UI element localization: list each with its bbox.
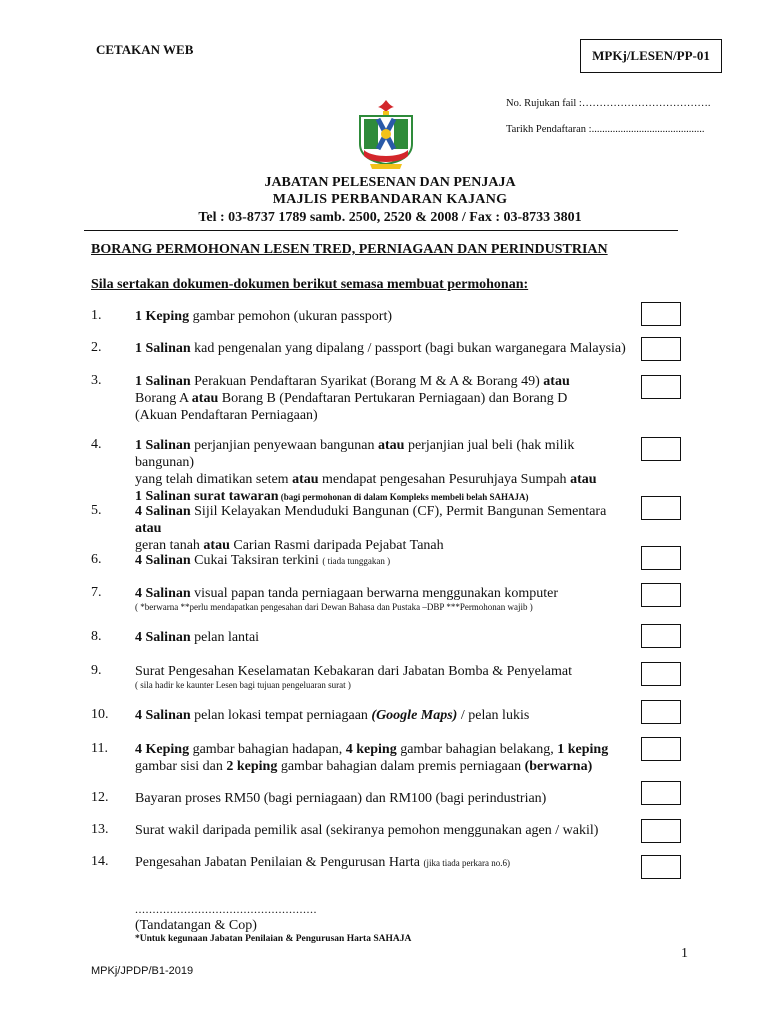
checkbox-item-12[interactable]	[641, 781, 681, 805]
checkbox-item-3[interactable]	[641, 375, 681, 399]
checkbox-item-7[interactable]	[641, 583, 681, 607]
checkbox-item-13[interactable]	[641, 819, 681, 843]
checkbox-item-5[interactable]	[641, 496, 681, 520]
checkbox-item-6[interactable]	[641, 546, 681, 570]
checkbox-item-1[interactable]	[641, 302, 681, 326]
agency-name: JABATAN PELESENAN DAN PENJAJA	[264, 175, 516, 190]
page-number: 1	[681, 946, 688, 961]
reference-file-label: No. Rujukan fail :……………………………….	[506, 98, 711, 109]
signature-label: (Tandatangan & Cop)	[135, 918, 257, 933]
checkbox-item-14[interactable]	[641, 855, 681, 879]
checkbox-item-8[interactable]	[641, 624, 681, 648]
council-name: MAJLIS PERBANDARAN KAJANG	[272, 192, 508, 207]
form-title: BORANG PERMOHONAN LESEN TRED, PERNIAGAAN DAN PERINDUSTRIAN	[91, 242, 608, 257]
signature-note: *Untuk kegunaan Jabatan Penilaian & Pengurusan Harta SAHAJA	[135, 934, 412, 944]
checkbox-item-9[interactable]	[641, 662, 681, 686]
checkbox-item-10[interactable]	[641, 700, 681, 724]
form-instruction: Sila sertakan dokumen-dokumen berikut semasa membuat permohonan:	[91, 277, 529, 292]
council-logo	[356, 98, 416, 170]
header-divider	[84, 230, 678, 231]
checkbox-item-2[interactable]	[641, 337, 681, 361]
contact-line: Tel : 03-8737 1789 samb. 2500, 2520 & 2008 / Fax : 03-8733 3801	[198, 210, 582, 225]
form-code-box: MPKj/LESEN/PP-01	[580, 39, 722, 73]
print-label: CETAKAN WEB	[96, 42, 194, 57]
signature-line: ....................................................	[135, 902, 317, 916]
checkbox-item-11[interactable]	[641, 737, 681, 761]
checkbox-item-4[interactable]	[641, 437, 681, 461]
footer-code: MPKj/JPDP/B1-2019	[91, 965, 194, 977]
registration-date-label: Tarikh Pendaftaran :...........................................	[506, 124, 705, 135]
